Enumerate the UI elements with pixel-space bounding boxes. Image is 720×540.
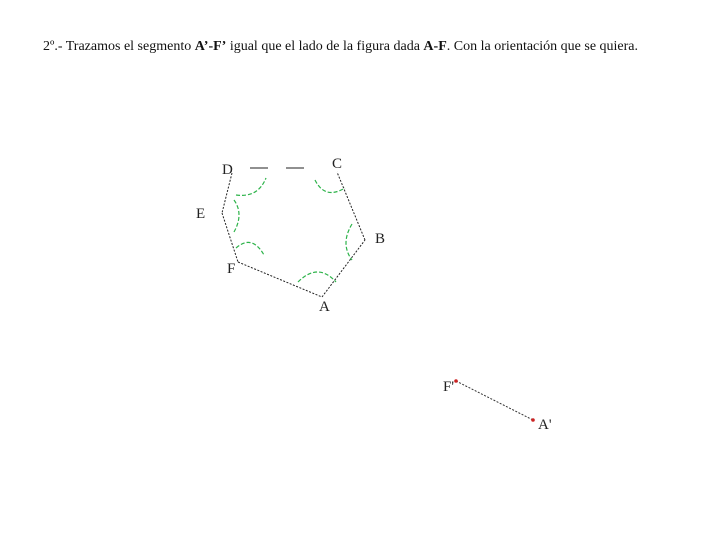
label-C: C xyxy=(332,156,343,172)
caption-prefix: 2º.- Trazamos el segmento xyxy=(43,39,195,54)
label-F-prime: F' xyxy=(443,379,455,395)
point-A-prime xyxy=(531,418,535,422)
arc-at-D xyxy=(236,178,266,195)
arc-at-E xyxy=(234,200,239,232)
label-A-prime: A' xyxy=(538,417,552,433)
arc-at-B xyxy=(346,224,352,260)
segment-F-prime-A-prime xyxy=(456,381,533,420)
side-A-B xyxy=(322,240,365,297)
side-E-F xyxy=(222,213,238,262)
caption-middle: igual que el lado de la figura dada xyxy=(226,39,424,54)
caption-segment-given: A-F xyxy=(423,39,447,54)
label-D: D xyxy=(222,162,233,178)
label-A: A xyxy=(319,299,330,315)
side-B-C xyxy=(337,172,365,240)
label-E: E xyxy=(196,206,206,222)
arc-at-F xyxy=(236,242,264,255)
side-D-E xyxy=(222,173,232,213)
arc-at-C xyxy=(315,180,345,193)
label-F: F xyxy=(227,261,236,277)
arc-at-A xyxy=(298,272,336,282)
angle-arcs xyxy=(234,178,352,282)
side-F-A xyxy=(238,262,322,297)
point-F-prime xyxy=(454,379,458,383)
label-B: B xyxy=(375,231,386,247)
caption-segment-new: A’-F’ xyxy=(194,39,227,54)
new-segment xyxy=(454,379,535,422)
given-polygon xyxy=(222,172,365,297)
caption-suffix: . Con la orientación que se quiera. xyxy=(446,39,639,54)
